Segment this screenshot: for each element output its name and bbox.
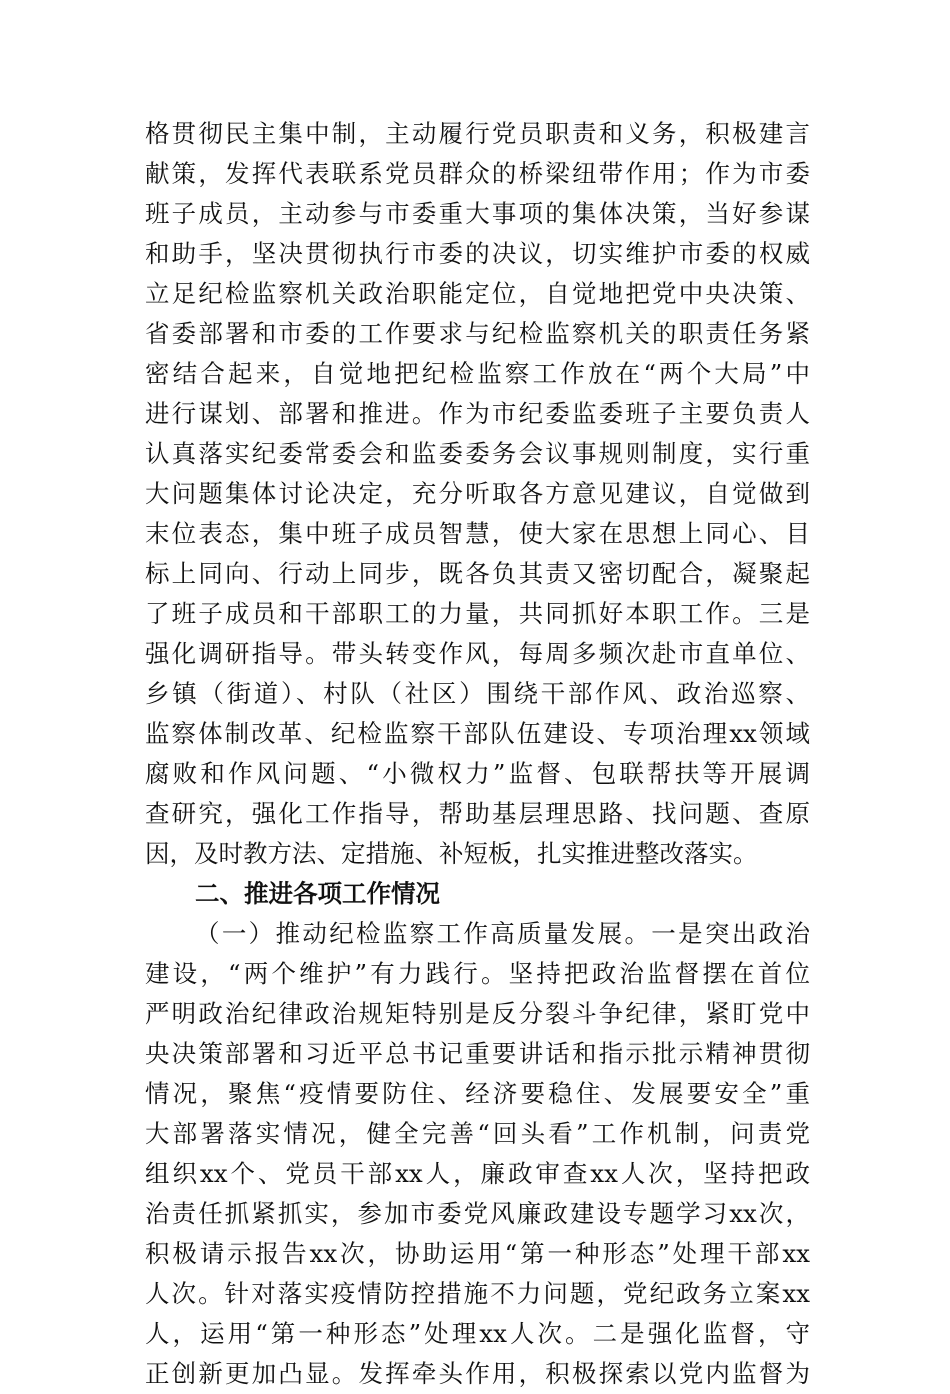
text-line: 末位表态，集中班子成员智慧，使大家在思想上同心、目 — [145, 519, 810, 548]
text-line: （一）推动纪检监察工作高质量发展。一是突出政治 — [195, 919, 810, 948]
text-line: 大问题集体讨论决定，充分听取各方意见建议，自觉做到 — [145, 479, 810, 508]
text-line: 了班子成员和干部职工的力量，共同抓好本职工作。三是 — [145, 599, 810, 628]
text-line: 人，运用“第一种形态”处理xx人次。二是强化监督，守 — [145, 1319, 810, 1348]
text-line: 认真落实纪委常委会和监委委务会议事规则制度，实行重 — [145, 439, 810, 468]
text-line: 组织xx个、党员干部xx人，廉政审查xx人次，坚持把政 — [145, 1159, 810, 1188]
text-line: 央决策部署和习近平总书记重要讲话和指示批示精神贯彻 — [145, 1039, 810, 1068]
text-line: 建设，“两个维护”有力践行。坚持把政治监督摆在首位 — [145, 959, 810, 988]
text-line: 监察体制改革、纪检监察干部队伍建设、专项治理xx领域 — [145, 719, 810, 748]
text-line: 严明政治纪律政治规矩特别是反分裂斗争纪律，紧盯党中 — [145, 999, 810, 1028]
text-line: 治责任抓紧抓实，参加市委党风廉政建设专题学习xx次， — [145, 1199, 810, 1228]
text-line: 省委部署和市委的工作要求与纪检监察机关的职责任务紧 — [145, 319, 810, 348]
text-line: 乡镇（街道）、村队（社区）围绕干部作风、政治巡察、 — [145, 679, 810, 708]
text-line: 因，及时教方法、定措施、补短板，扎实推进整改落实。 — [145, 839, 758, 868]
paragraph-1 — [145, 114, 810, 874]
text-line: 积极请示报告xx次，协助运用“第一种形态”处理干部xx — [145, 1239, 810, 1268]
text-line: 格贯彻民主集中制，主动履行党员职责和义务，积极建言 — [145, 119, 810, 148]
text-line: 班子成员，主动参与市委重大事项的集体决策，当好参谋 — [145, 199, 810, 228]
document-body — [145, 114, 810, 1394]
text-line: 立足纪检监察机关政治职能定位，自觉地把党中央决策、 — [145, 279, 810, 308]
text-line: 情况，聚焦“疫情要防住、经济要稳住、发展要安全”重 — [145, 1079, 810, 1108]
text-line: 强化调研指导。带头转变作风，每周多频次赴市直单位、 — [145, 639, 810, 668]
text-line: 人次。针对落实疫情防控措施不力问题，党纪政务立案xx — [145, 1279, 810, 1308]
text-line: 和助手，坚决贯彻执行市委的决议，切实维护市委的权威 — [145, 239, 810, 268]
text-line: 腐败和作风问题、“小微权力”监督、包联帮扶等开展调 — [145, 759, 810, 788]
paragraph-2 — [145, 914, 810, 1394]
text-line: 正创新更加凸显。发挥牵头作用，积极探索以党内监督为 — [145, 1359, 810, 1388]
text-line: 标上同向、行动上同步，既各负其责又密切配合，凝聚起 — [145, 559, 810, 588]
text-line: 进行谋划、部署和推进。作为市纪委监委班子主要负责人 — [145, 399, 810, 428]
text-line: 查研究，强化工作指导，帮助基层理思路、找问题、查原 — [145, 799, 810, 828]
text-line: 献策，发挥代表联系党员群众的桥梁纽带作用；作为市委 — [145, 159, 810, 188]
text-line: 密结合起来，自觉地把纪检监察工作放在“两个大局”中 — [145, 359, 810, 388]
section-heading: 二、推进各项工作情况 — [195, 879, 440, 908]
text-line: 大部署落实情况，健全完善“回头看”工作机制，问责党 — [145, 1119, 810, 1148]
